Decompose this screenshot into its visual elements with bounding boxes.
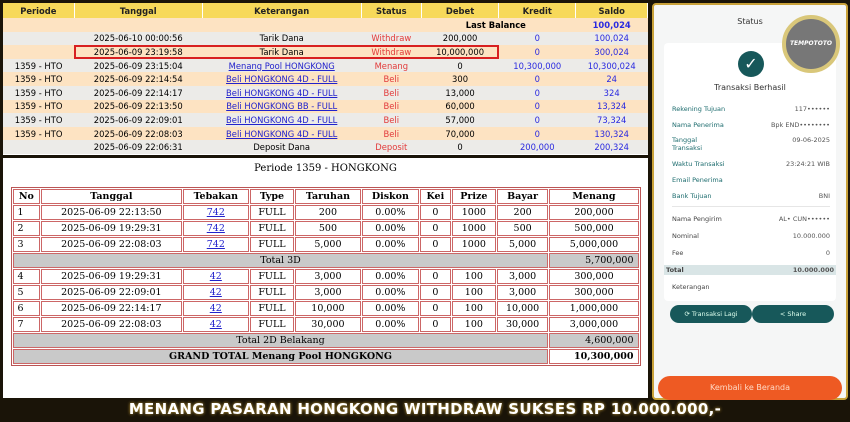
promo-banner: MENANG PASARAN HONGKONG WITHDRAW SUKSES RP 10.000.000,- [128,400,722,418]
ledger-tanggal: 2025-06-09 23:15:04 [74,59,202,73]
bet-cell: 5,000,000 [549,237,638,252]
period-title: Periode 1359 - HONGKONG [254,163,397,174]
bet-cell: 0 [420,237,451,252]
bet-cell: 500 [295,221,361,236]
ledger-row [3,59,648,73]
ledger-debet: 13,000 [421,86,498,100]
ledger-status: Beli [361,72,421,86]
bet-cell[interactable]: 42 [183,285,250,300]
ledger-kredit: 0 [499,86,576,100]
total-value: 5,700,000 [549,253,638,268]
last-balance-label: Last Balance [421,18,575,32]
field-value: 10.000.000 [792,232,830,240]
bet-cell: 30,000 [295,317,361,332]
bet-cell: 7 [13,317,41,332]
receipt-field [672,232,830,240]
ledger-row [3,100,648,114]
bet-cell: 3 [13,237,41,252]
field-label: Tanggal Transaksi [672,136,703,152]
ledger-periode: 1359 - HTO [3,113,74,127]
ledger-row [3,72,648,86]
check-icon: ✓ [738,51,764,77]
share-icon: < [779,310,786,318]
total-label: Total 2D Belakang [13,333,549,348]
bet-row [13,205,639,220]
bet-row [13,269,639,284]
bet-cell: FULL [250,221,294,236]
grand-total-row [13,349,639,364]
ledger-tanggal: 2025-06-09 22:14:17 [74,86,202,100]
ledger-row [3,127,648,141]
bet-cell: 1,000,000 [549,301,638,316]
ledger-row [3,140,648,154]
field-label: Keterangan [672,283,710,291]
bet-cell: 2025-06-09 22:13:50 [41,205,181,220]
ledger-status: Beli [361,100,421,114]
home-button[interactable]: Kembali ke Beranda [658,376,842,400]
column-header: Menang [549,189,638,204]
transfer-receipt [652,3,848,400]
ledger-ket[interactable]: Beli HONGKONG 4D - FULL [202,86,361,100]
ledger-kredit: 0 [499,127,576,141]
ledger-saldo: 24 [576,72,648,86]
bet-cell: 3,000 [295,285,361,300]
bet-cell: 0.00% [362,205,419,220]
bet-cell: 100 [452,269,496,284]
total-row [13,333,639,348]
bet-cell[interactable]: 42 [183,269,250,284]
bet-cell[interactable]: 742 [183,205,250,220]
receipt-field [672,215,830,223]
bet-cell: 0.00% [362,301,419,316]
column-header: Taruhan [295,189,361,204]
bet-cell: FULL [250,205,294,220]
bet-cell: 0.00% [362,221,419,236]
receipt-field [672,249,830,257]
ledger-periode [3,140,74,154]
bet-cell: 200 [497,205,549,220]
field-value: 117•••••• [794,105,830,113]
bet-cell: 0.00% [362,269,419,284]
bet-cell: 3,000 [295,269,361,284]
ledger-kredit: 200,000 [499,140,576,154]
ledger-kredit: 0 [499,32,576,46]
bet-cell: 500,000 [549,221,638,236]
ledger-tanggal: 2025-06-09 22:09:01 [74,113,202,127]
field-value: Bpk END•••••••• [770,121,830,129]
ledger-kredit: 0 [499,45,576,59]
column-header: Status [361,3,421,18]
ledger-saldo: 100,024 [576,32,648,46]
ledger-status: Menang [361,59,421,73]
bet-cell: 2025-06-09 19:29:31 [41,269,181,284]
grand-total-value: 10,300,000 [549,349,638,364]
bet-cell: 1 [13,205,41,220]
bet-cell: 3,000 [497,285,549,300]
column-header: Tanggal [74,3,202,18]
receipt-field [672,160,830,168]
share-label: Share [787,310,807,318]
status-header: Status [737,17,763,26]
bet-cell[interactable]: 42 [183,301,250,316]
ledger-saldo: 10,300,024 [576,59,648,73]
grand-total-label: GRAND TOTAL Menang Pool HONGKONG [13,349,549,364]
bet-cell: 10,000 [295,301,361,316]
ledger-ket[interactable]: Beli HONGKONG 4D - FULL [202,113,361,127]
bet-row [13,317,639,332]
column-header: Prize [452,189,496,204]
ledger-status: Beli [361,127,421,141]
bet-cell: 2025-06-09 22:14:17 [41,301,181,316]
column-header: Debet [421,3,498,18]
bet-cell: 6 [13,301,41,316]
bet-cell: 0 [420,285,451,300]
ledger-periode [3,45,74,59]
column-header: Bayar [497,189,549,204]
field-label: Bank Tujuan [672,192,712,200]
column-header: Kei [420,189,451,204]
field-value: AL• CUN•••••• [778,215,830,223]
transaksi-lagi-label: Transaksi Lagi [691,310,738,318]
bet-cell: 5,000 [497,237,549,252]
bet-row [13,301,639,316]
bet-cell[interactable]: 742 [183,221,250,236]
field-value: 10.000.000 [792,266,834,274]
column-header: Saldo [576,3,648,18]
bet-cell: 200 [295,205,361,220]
receipt-field [672,283,830,291]
bet-cell[interactable]: 742 [183,237,250,252]
bet-cell: 2025-06-09 19:29:31 [41,221,181,236]
receipt-field [664,265,836,275]
bet-cell: FULL [250,285,294,300]
ledger-saldo: 300,024 [576,45,648,59]
transaksi-lagi-button[interactable] [670,305,752,323]
ledger-saldo: 73,324 [576,113,648,127]
ledger-status: Beli [361,113,421,127]
field-value: 09-06-2025 [792,136,830,144]
period-detail-panel [3,158,648,398]
ledger-kredit: 10,300,000 [499,59,576,73]
bet-row [13,221,639,236]
bet-cell: 30,000 [497,317,549,332]
ledger-saldo: 200,324 [576,140,648,154]
ledger-debet: 10,000,000 [421,45,498,59]
transaction-ledger [3,3,648,155]
bet-cell: FULL [250,269,294,284]
ledger-tanggal: 2025-06-09 22:06:31 [74,140,202,154]
field-label: Fee [672,249,684,257]
bet-cell: 100 [452,317,496,332]
ledger-status: Deposit [361,140,421,154]
bet-cell: 0 [420,317,451,332]
total-value: 4,600,000 [549,333,638,348]
field-label: Nama Pengirim [672,215,722,223]
bet-cell: 2025-06-09 22:08:03 [41,237,181,252]
column-header: Kredit [499,3,576,18]
bet-cell: 3,000,000 [549,317,638,332]
bet-cell: 0 [420,221,451,236]
ledger-periode: 1359 - HTO [3,127,74,141]
ledger-debet: 200,000 [421,32,498,46]
ledger-periode [3,32,74,46]
bet-cell[interactable]: 42 [183,317,250,332]
ledger-tanggal: 2025-06-09 22:13:50 [74,100,202,114]
bet-cell: 200,000 [549,205,638,220]
field-value: 0 [825,249,830,257]
receipt-field [672,176,830,184]
bet-cell: 0 [420,205,451,220]
total-row [13,253,639,268]
ledger-ket: Tarik Dana [202,45,361,59]
ledger-tanggal: 2025-06-09 22:08:03 [74,127,202,141]
bet-cell: 2025-06-09 22:09:01 [41,285,181,300]
receipt-field [672,192,830,200]
ledger-periode: 1359 - HTO [3,59,74,73]
column-header: Tanggal [41,189,181,204]
tempototo-logo: TEMPOTOTO [782,15,840,73]
field-label: Total [666,266,684,274]
total-label: Total 3D [13,253,549,268]
column-header: No [13,189,41,204]
ledger-status: Withdraw [361,32,421,46]
ledger-ket[interactable]: Beli HONGKONG BB - FULL [202,100,361,114]
field-label: Nominal [672,232,699,240]
bet-row [13,285,639,300]
ledger-debet: 0 [421,59,498,73]
ledger-debet: 60,000 [421,100,498,114]
share-button[interactable] [752,305,834,323]
field-label: Nama Penerima [672,121,724,129]
bet-cell: FULL [250,317,294,332]
field-value: BNI [818,192,830,200]
ledger-saldo: 130,324 [576,127,648,141]
bet-cell: 0 [420,301,451,316]
ledger-ket[interactable]: Beli HONGKONG 4D - FULL [202,127,361,141]
bet-cell: 0.00% [362,237,419,252]
ledger-kredit: 0 [499,113,576,127]
ledger-status: Withdraw [361,45,421,59]
column-header: Type [250,189,294,204]
bet-cell: 4 [13,269,41,284]
ledger-tanggal: 2025-06-09 22:14:54 [74,72,202,86]
bet-cell: FULL [250,301,294,316]
refresh-icon: ⟳ [684,310,690,318]
column-header: Tebakan [183,189,250,204]
ledger-ket: Deposit Dana [202,140,361,154]
receipt-field [672,105,830,113]
ledger-ket[interactable]: Beli HONGKONG 4D - FULL [202,72,361,86]
bet-cell: 3,000 [497,269,549,284]
ledger-kredit: 0 [499,72,576,86]
bet-cell: 300,000 [549,269,638,284]
bet-cell: 5 [13,285,41,300]
ledger-row [3,86,648,100]
bet-cell: 1000 [452,205,496,220]
divider [672,206,830,207]
field-label: Email Penerima [672,176,723,184]
ledger-debet: 57,000 [421,113,498,127]
column-header: Periode [3,3,74,18]
bet-cell: 0.00% [362,317,419,332]
bet-cell: 10,000 [497,301,549,316]
bet-cell: 1000 [452,221,496,236]
receipt-field [672,136,830,152]
column-header: Keterangan [202,3,361,18]
bet-cell: FULL [250,237,294,252]
last-balance: 100,024 [576,18,648,32]
bet-cell: 0 [420,269,451,284]
bet-cell: 1000 [452,237,496,252]
ledger-debet: 300 [421,72,498,86]
receipt-field [672,121,830,129]
column-header: Diskon [362,189,419,204]
bet-row [13,237,639,252]
bet-cell: 2025-06-09 22:08:03 [41,317,181,332]
ledger-row [3,32,648,46]
bet-cell: 300,000 [549,285,638,300]
ledger-ket: Tarik Dana [202,32,361,46]
bet-cell: 5,000 [295,237,361,252]
bet-cell: 100 [452,285,496,300]
bet-cell: 2 [13,221,41,236]
ledger-tanggal: 2025-06-10 00:00:56 [74,32,202,46]
ledger-debet: 0 [421,140,498,154]
field-label: Waktu Transaksi [672,160,725,168]
ledger-saldo: 324 [576,86,648,100]
ledger-row [3,45,648,59]
bet-cell: 0.00% [362,285,419,300]
success-text: Transaksi Berhasil [714,83,786,92]
ledger-kredit: 0 [499,100,576,114]
bet-cell: 500 [497,221,549,236]
receipt-card [664,43,836,301]
ledger-saldo: 13,324 [576,100,648,114]
ledger-status: Beli [361,86,421,100]
ledger-row [3,113,648,127]
ledger-tanggal: 2025-06-09 23:19:58 [74,45,202,59]
bet-cell: 100 [452,301,496,316]
ledger-periode: 1359 - HTO [3,100,74,114]
field-value: 23:24:21 WIB [785,160,830,168]
ledger-periode: 1359 - HTO [3,72,74,86]
field-label: Rekening Tujuan [672,105,726,113]
ledger-debet: 70,000 [421,127,498,141]
ledger-ket[interactable]: Menang Pool HONGKONG [202,59,361,73]
ledger-periode: 1359 - HTO [3,86,74,100]
